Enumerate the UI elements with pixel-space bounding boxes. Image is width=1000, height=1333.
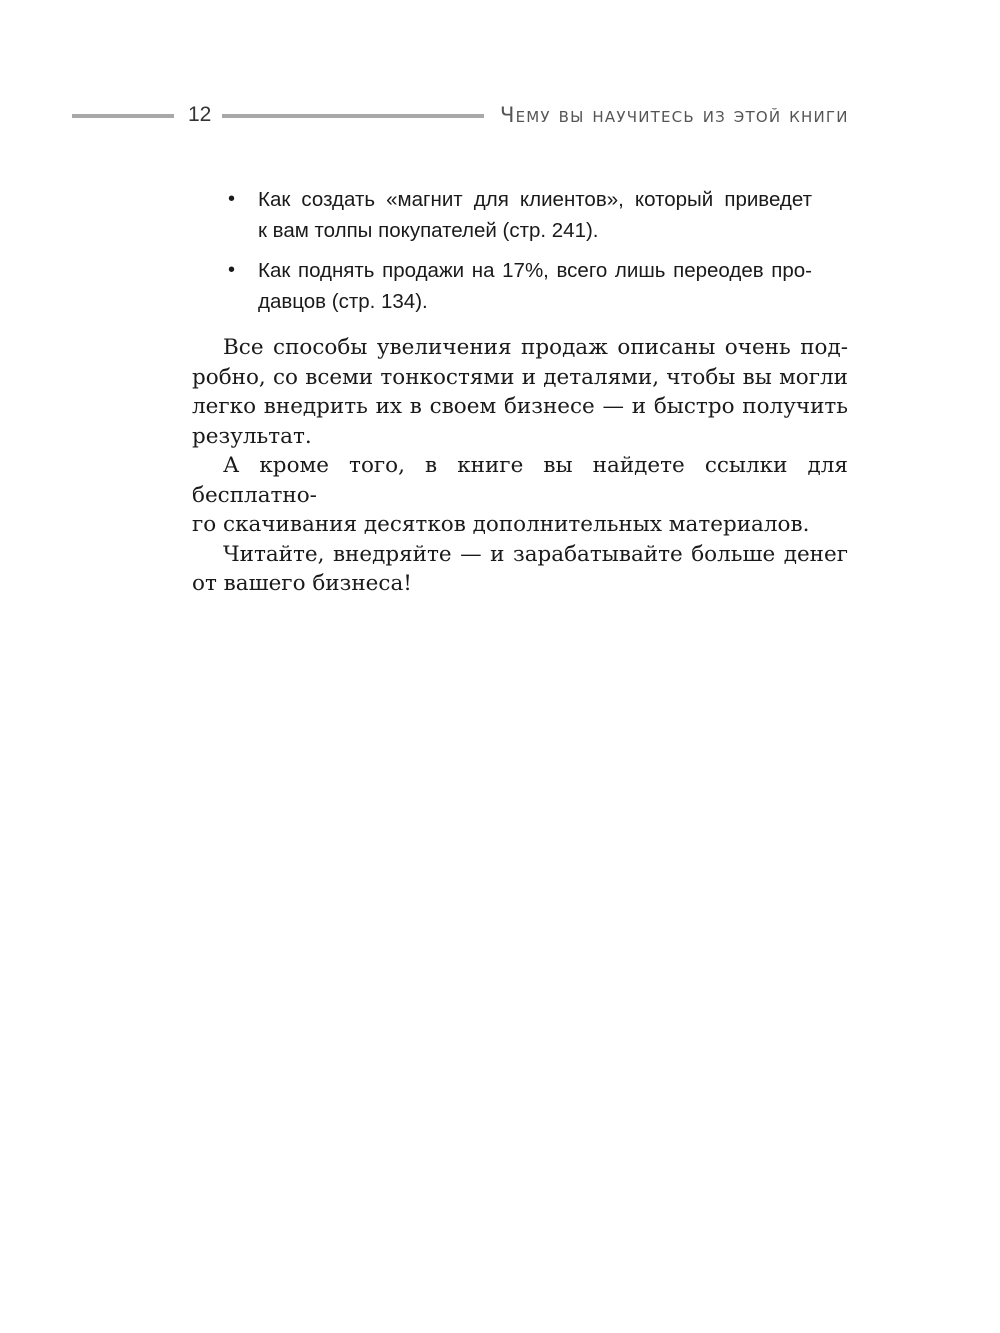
paragraph: [192, 333, 848, 451]
header-rule-middle: [222, 114, 484, 118]
paragraph: [192, 451, 848, 540]
list-item: [222, 184, 812, 246]
body-text: [192, 333, 848, 599]
bullet-line: к вам толпы покупателей (стр. 241).: [258, 219, 599, 242]
text-line: А кроме того, в книге вы найдете ссылки для бесплатно-: [192, 453, 848, 508]
text-line: Все способы увеличения продаж описаны очень под-: [223, 335, 848, 360]
running-title: Чему вы научитесь из этой книги: [500, 103, 849, 127]
text-line: результат.: [192, 423, 312, 449]
text-line: Читайте, внедряйте — и зарабатывайте больше денег: [223, 541, 848, 567]
text-line: легко внедрить их в своем бизнесе — и быстро получить: [192, 394, 848, 419]
text-line: от вашего бизнеса!: [192, 571, 412, 596]
page-number: 12: [188, 103, 212, 126]
bullet-icon: •: [228, 259, 236, 281]
bullet-list: [222, 184, 812, 326]
list-item: [222, 255, 812, 317]
paragraph: [192, 540, 848, 599]
bullet-line: Как поднять продажи на 17%, всего лишь переодев про-: [258, 259, 812, 282]
bullet-line: давцов (стр. 134).: [258, 290, 428, 313]
bullet-icon: •: [228, 188, 236, 210]
bullet-line: Как создать «магнит для клиентов», который приведет: [258, 188, 812, 211]
header-rule-left: [72, 114, 174, 118]
text-line: го скачивания десятков дополнительных материалов.: [192, 512, 810, 537]
text-line: робно, со всеми тонкостями и деталями, чтобы вы могли: [192, 364, 848, 390]
